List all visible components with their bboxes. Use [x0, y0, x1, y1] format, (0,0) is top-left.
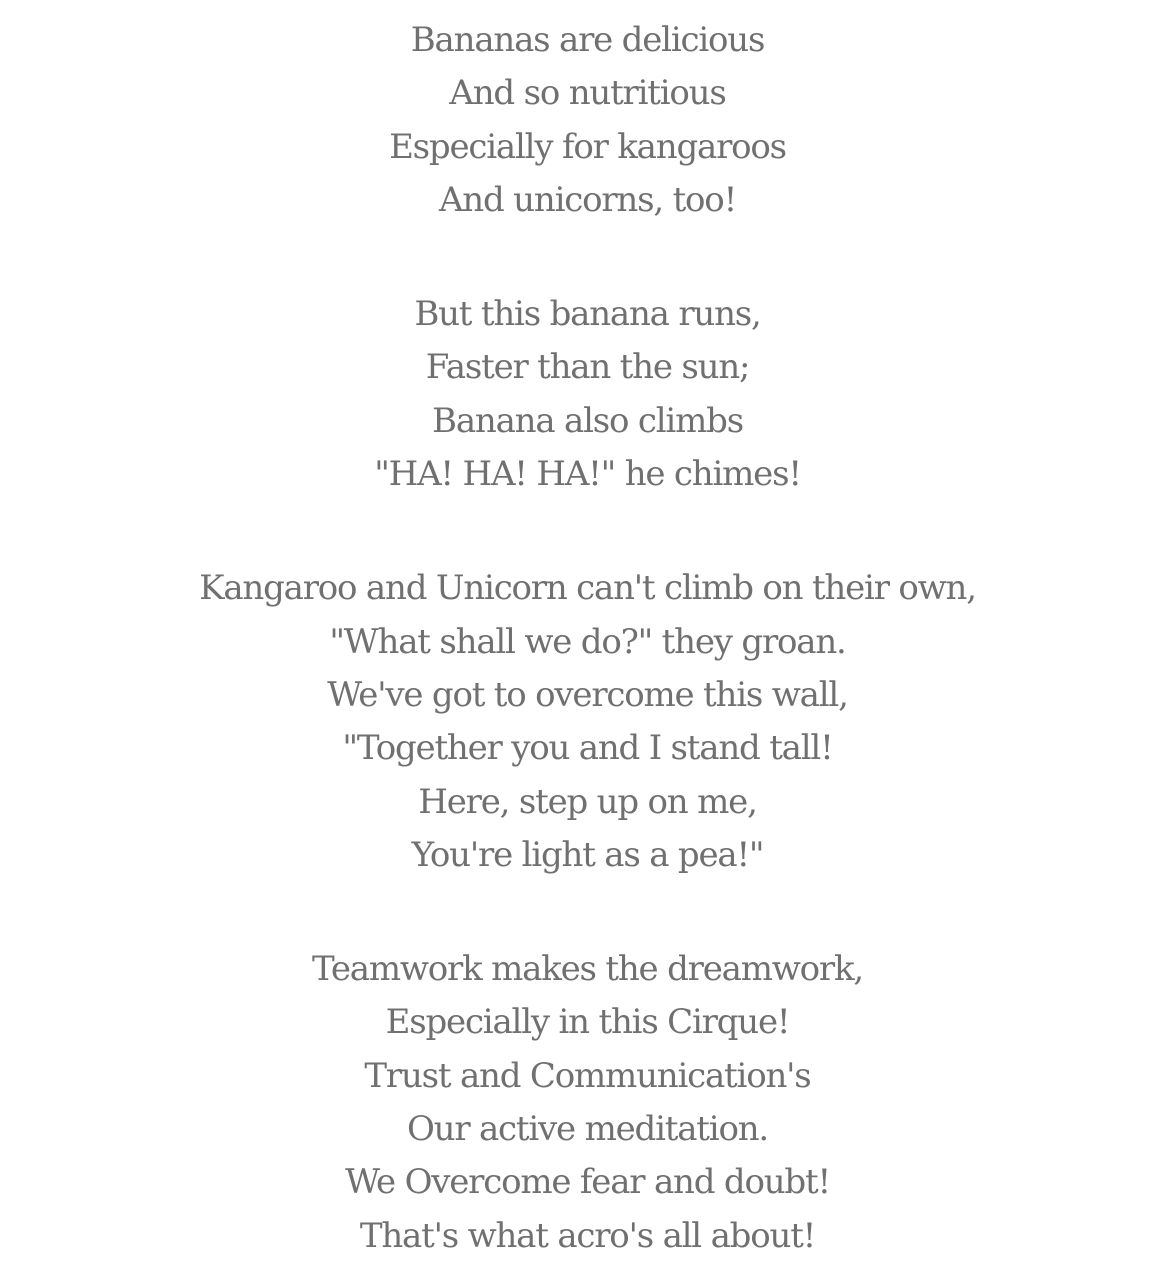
stanza-2	[0, 288, 1175, 501]
poem-line: Here, step up on me,	[418, 781, 757, 822]
poem-line: We've got to overcome this wall,	[327, 674, 848, 715]
poem-line: You're light as a pea!"	[411, 834, 764, 875]
poem-line: That's what acro's all about!	[359, 1215, 816, 1256]
poem-line: And unicorns, too!	[438, 179, 737, 220]
poem-line: Especially in this Cirque!	[385, 1002, 790, 1043]
poem-line: Kangaroo and Unicorn can't climb on their own,	[199, 568, 976, 609]
poem-line: Especially for kangaroos	[389, 126, 786, 167]
poem-line: We Overcome fear and doubt!	[345, 1162, 830, 1203]
poem-line: Our active meditation.	[406, 1109, 769, 1150]
poem-line: "HA! HA! HA!" he chimes!	[374, 454, 801, 495]
poem-line: But this banana runs,	[414, 294, 761, 335]
stanza-1	[0, 14, 1175, 227]
poem-line: And so nutritious	[449, 73, 726, 114]
poem-line: Bananas are delicious	[410, 20, 765, 60]
poem-line: Trust and Communication's	[364, 1055, 811, 1096]
stanza-4	[0, 943, 1175, 1263]
poem-line: Banana also climbs	[432, 400, 743, 441]
poem-line: Teamwork makes the dreamwork,	[312, 949, 863, 990]
poem-line: "What shall we do?" they groan.	[329, 621, 846, 662]
stanza-3	[0, 562, 1175, 882]
poem-line: "Together you and I stand tall!	[342, 728, 833, 769]
poem-line: Faster than the sun;	[425, 347, 750, 388]
poem	[0, 14, 1175, 1263]
